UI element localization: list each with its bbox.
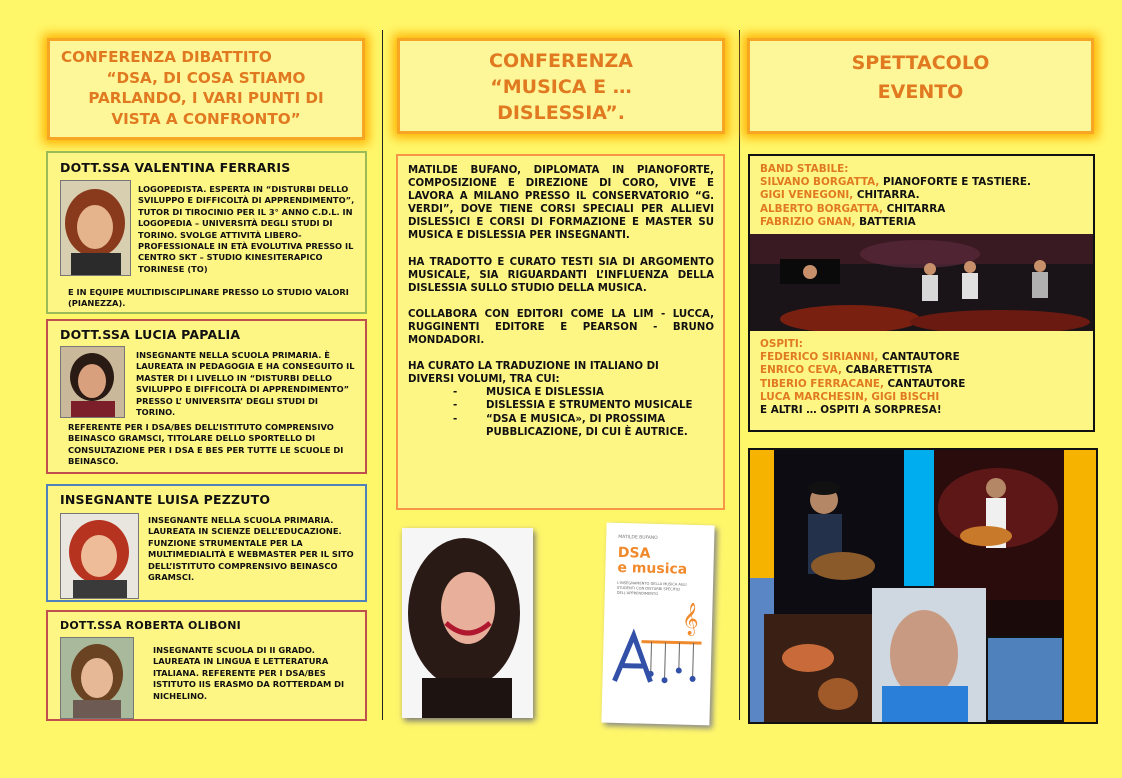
speaker-card-pezzuto xyxy=(46,484,367,602)
speaker-bio: INSEGNANTE NELLA SCUOLA PRIMARIA. È LAUREATA IN PEDAGOGIA E HA CONSEGUITO IL MASTER DI I LIVELLO IN “DISTURBI DELLO SVILUPPO E DIFFICOLTÀ DI APPRENDIMENTO” PRESSO L’ UNIVERSITA’ DEGLI STUDI DI TORINO. xyxy=(136,350,355,418)
musicians-photo-collage xyxy=(748,448,1098,724)
column-divider-right xyxy=(739,30,740,720)
speaker-name: INSEGNANTE LUISA PEZZUTO xyxy=(60,492,271,507)
speaker-bio-extra: REFERENTE PER I DSA/BES DELL’ISTITUTO COMPRENSIVO BEINASCO GRAMSCI, TITOLARE DELLO SPORTELLO DI CONSULTAZIONE PER I DSA E BES PER TUTTE LE SCUOLE DI BEINASCO. xyxy=(68,422,344,467)
col3-title-line: SPETTACOLO xyxy=(851,52,990,74)
translations-list xyxy=(408,386,714,438)
guest-name: ENRICO CEVA, xyxy=(760,364,842,377)
speaker-name: DOTT.SSA ROBERTA OLIBONI xyxy=(60,619,241,632)
speaker-card-papalia xyxy=(46,319,367,474)
band-info-box xyxy=(748,154,1095,432)
member-role: CHITARRA. xyxy=(853,189,920,202)
guest-name: TIBERIO FERRACANE, xyxy=(760,377,884,390)
speaker-bio: INSEGNANTE SCUOLA DI II GRADO. LAUREATA IN LINGUA E LETTERATURA ITALIANA. REFERENTE PER I DSA/BES ISTITUTO IIS ERASMO DA ROTTERDAM DI NICHELINO. xyxy=(153,645,345,701)
col2-title-line: DISLESSIA”. xyxy=(497,102,625,124)
translations-intro: HA CURATO LA TRADUZIONE IN ITALIANO DI DIVERSI VOLUMI, TRA CUI: xyxy=(408,361,659,386)
member-name: GIGI VENEGONI, xyxy=(760,189,854,202)
book-title-2: e musica xyxy=(617,559,688,578)
guests-label: OSPITI: xyxy=(760,338,803,350)
matilde-bufano-photo xyxy=(402,528,533,718)
speaker-bio-extra: E IN EQUIPE MULTIDISCIPLINARE PRESSO LO STUDIO VALORI (PIANEZZA). xyxy=(68,287,349,309)
musica-dislessia-text-box xyxy=(396,154,725,510)
member-role: BATTERIA xyxy=(855,215,916,228)
speaker-photo xyxy=(60,346,125,418)
band-member xyxy=(760,203,1031,216)
member-role: CHITARRA xyxy=(883,202,946,215)
music-notes-illustration xyxy=(610,601,707,703)
col3-title-box xyxy=(747,38,1094,134)
guest-role: CANTAUTORE xyxy=(878,351,960,364)
band-list xyxy=(760,163,1031,229)
book-author: MATILDE BUFANO xyxy=(618,534,658,541)
list-item: - DISLESSIA E STRUMENTO MUSICALE xyxy=(453,399,714,412)
band-member xyxy=(760,176,1031,189)
member-name: ALBERTO BORGATTA, xyxy=(760,202,884,215)
bio-paragraph: COLLABORA CON EDITORI COME LA LIM - LUCCA, RUGGINENTI EDITORE E PEARSON - BRUNO MONDADORI. xyxy=(408,308,714,347)
band-member xyxy=(760,189,1031,202)
list-item: - “DSA E MUSICA», DI PROSSIMA PUBBLICAZIONE, DI CUI È AUTRICE. xyxy=(453,413,714,439)
bio-paragraph: HA TRADOTTO E CURATO TESTI SIA DI ARGOMENTO MUSICALE, SIA RIGUARDANTI L’INFLUENZA DELLA DISLESSIA SULLO STUDIO DELLA MUSICA. xyxy=(408,256,714,294)
book-subtitle: L'INSEGNAMENTO DELLA MUSICA AGLI STUDENTI CON DISTURBI SPECIFICI DELL'APPRENDIMENTO xyxy=(616,580,687,596)
col1-title-line: CONFERENZA DIBATTITO xyxy=(61,48,272,66)
guest xyxy=(760,364,965,377)
guest xyxy=(760,351,965,364)
col1-title-box xyxy=(47,38,365,140)
speaker-bio: INSEGNANTE NELLA SCUOLA PRIMARIA. LAUREATA IN SCIENZE DELL’EDUCAZIONE. FUNZIONE STRUMENTALE PER LA MULTIMEDIALITÀ E WEBMASTER PER IL SITO DELL’ISTITUTO COMPRENSIVO BEINASCO GRAMSCI. xyxy=(148,515,354,583)
col1-title-line: PARLANDO, I VARI PUNTI DI xyxy=(88,89,324,107)
guests-list xyxy=(760,338,965,417)
bio-paragraph: MATILDE BUFANO, DIPLOMATA IN PIANOFORTE, COMPOSIZIONE E DIREZIONE DI CORO, VIVE E LAVORA A MILANO PRESSO IL CONSERVATORIO “G. VERDI”, DOVE TIENE CORSI SPECIALI PER ALLIEVI DISLESSICI E CORSI DI FORMAZIONE E MASTER SU MUSICA E DISLESSIA PER INSEGNANTI. xyxy=(408,165,714,242)
speaker-card-ferraris xyxy=(46,151,367,314)
speaker-photo xyxy=(60,637,134,719)
band-member xyxy=(760,216,1031,229)
guest-name: LUCA MARCHESIN, GIGI BISCHI xyxy=(760,390,940,403)
band-label: BAND STABILE: xyxy=(760,163,849,175)
col2-title-box xyxy=(397,38,725,134)
speaker-photo xyxy=(60,180,131,276)
col2-title-line: CONFERENZA xyxy=(489,50,633,72)
speaker-bio: LOGOPEDISTA. ESPERTA IN “DISTURBI DELLO SVILUPPO E DIFFICOLTÀ DI APPRENDIMENTO”, TUTOR DI TIROCINIO PER IL 3° ANNO C.D.L. IN LOGOPEDIA – UNIVERSITÀ DEGLI STUDI DI TORINO. SVOLGE ATTIVITÀ LIBERO-PROFESSIONALE IN ETÀ EVOLUTIVA PRESSO IL CENTRO SKT – STUDIO KINESITERAPICO TORINESE (TO) xyxy=(138,184,355,274)
svg-text:𝄞: 𝄞 xyxy=(681,601,700,636)
guest-role: CANTAUTORE xyxy=(883,377,966,390)
guest xyxy=(760,391,965,404)
col1-title-line: VISTA A CONFRONTO” xyxy=(111,109,301,128)
col1-title-line: “DSA, DI COSA STIAMO xyxy=(106,68,306,87)
band-stage-photo xyxy=(750,234,1093,331)
col2-title-line: “MUSICA E … xyxy=(490,76,632,98)
column-divider-left xyxy=(382,30,383,720)
member-name: SILVANO BORGATTA, xyxy=(760,176,880,189)
col3-title-line: EVENTO xyxy=(877,81,964,103)
speaker-name: DOTT.SSA VALENTINA FERRARIS xyxy=(60,160,291,175)
guests-closing: E ALTRI … OSPITI A SORPRESA! xyxy=(760,404,942,417)
book-title: DSA xyxy=(617,544,651,562)
member-name: FABRIZIO GNAN, xyxy=(760,215,856,228)
list-item: - MUSICA E DISLESSIA xyxy=(453,386,714,399)
speaker-name: DOTT.SSA LUCIA PAPALIA xyxy=(60,327,241,342)
member-role: PIANOFORTE E TASTIERE. xyxy=(879,176,1031,189)
book-cover-dsa-e-musica xyxy=(601,523,714,726)
guest-name: FEDERICO SIRIANNI, xyxy=(760,351,879,364)
speaker-photo xyxy=(60,513,139,599)
guest-role: CABARETTISTA xyxy=(841,364,933,377)
speaker-card-oliboni xyxy=(46,610,367,721)
matilde-bufano-bio xyxy=(408,164,714,439)
guest xyxy=(760,378,965,391)
